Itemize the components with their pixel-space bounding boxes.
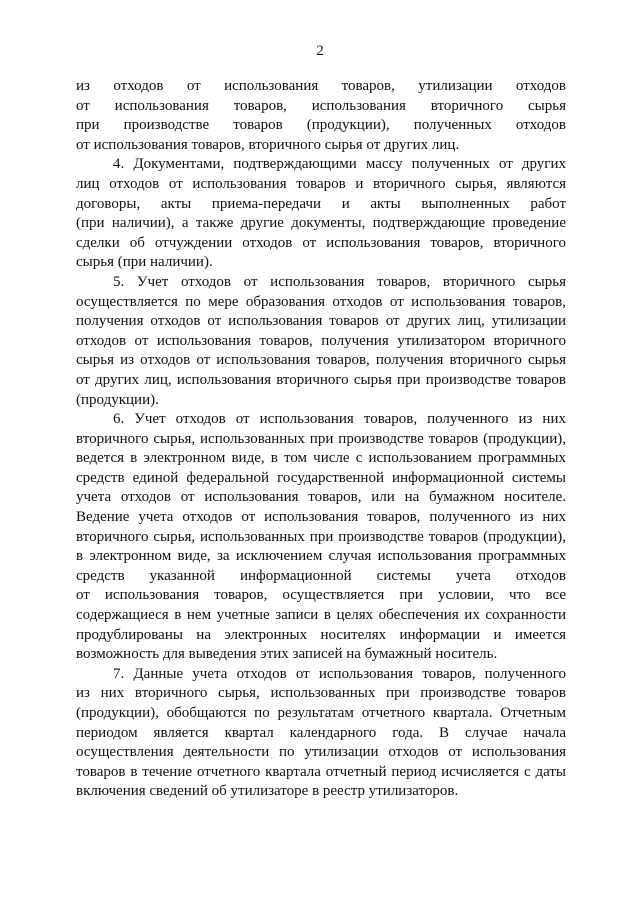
text-line: из них вторичного сырья, использованных при производстве товаров	[76, 685, 566, 702]
text-line: лиц отходов от использования товаров и вторичного сырья, являются	[76, 175, 566, 192]
text-line: 4. Документами, подтверждающими массу полученных от других	[113, 156, 566, 173]
text-line: учета отходов от использования товаров, или на бумажном носителе.	[76, 489, 566, 506]
text-line: от других лиц, использования вторичного сырья при производстве товаров	[76, 371, 566, 388]
text-line: сырья (при наличии).	[76, 254, 213, 271]
text-line: вторичного сырья, использованных при производстве товаров (продукции),	[76, 528, 566, 545]
text-line: 5. Учет отходов от использования товаров, вторичного сырья	[113, 273, 566, 290]
paragraph-7	[76, 665, 566, 802]
paragraph-5	[76, 273, 566, 410]
text-line: осуществления деятельности по утилизации отходов от использования	[76, 744, 566, 761]
text-line: 6. Учет отходов от использования товаров, полученного из них	[113, 411, 566, 428]
text-line: вторичного сырья, использованных при производстве товаров (продукции),	[76, 430, 566, 447]
text-line: (продукции).	[76, 391, 159, 408]
text-line: от использования товаров, осуществляется при условии, что все	[76, 587, 566, 604]
document-body	[76, 77, 566, 802]
text-line: возможность для выведения этих записей на бумажный носитель.	[76, 646, 498, 663]
text-line: (при наличии), а также другие документы, подтверждающие проведение	[76, 215, 566, 232]
paragraph-6	[76, 410, 566, 665]
text-line: ведется в электронном виде, в том числе с использованием программных	[76, 450, 566, 467]
text-line: (продукции), обобщаются по результатам отчетного квартала. Отчетным	[76, 705, 566, 721]
text-line: договоры, акты приема-передачи и акты выполненных работ	[76, 195, 566, 212]
text-line: получения отходов от использования товаров от других лиц, утилизации	[76, 313, 566, 330]
text-line: содержащиеся в нем учетные записи в целях обеспечения их сохранности	[76, 607, 566, 624]
text-line: включения сведений об утилизаторе в реестр утилизаторов.	[76, 783, 459, 800]
text-line: средств указанной информационной системы учета отходов	[76, 567, 566, 584]
paragraph-4	[76, 155, 566, 273]
text-line: от использования товаров, использования вторичного сырья	[76, 97, 566, 114]
text-line: периодом является квартал календарного года. В случае начала	[76, 724, 566, 741]
text-line: сырья из отходов от использования товаров, получения вторичного сырья	[76, 352, 566, 369]
text-line: от использования товаров, вторичного сырья от других лиц.	[76, 136, 460, 153]
text-line: отходов от использования товаров, получения утилизатором вторичного	[76, 332, 566, 349]
text-line: 7. Данные учета отходов от использования товаров, полученного	[113, 665, 566, 682]
text-line: продублированы на электронных носителях информации и имеется	[76, 626, 566, 643]
text-line: сделки об отчуждении отходов от использования товаров, вторичного	[76, 234, 566, 251]
paragraph-continuation	[76, 77, 566, 155]
page-number: 2	[316, 43, 324, 59]
text-line: Ведение учета отходов от использования товаров, полученного из них	[76, 509, 566, 526]
text-line: при производстве товаров (продукции), полученных отходов	[76, 117, 566, 134]
text-line: товаров в течение отчетного квартала отчетный период исчисляется с даты	[76, 763, 566, 780]
text-line: средств единой федеральной государственной информационной системы	[76, 469, 566, 486]
text-line: осуществляется по мере образования отходов от использования товаров,	[76, 293, 566, 310]
text-line: в электронном виде, за исключением случая использования программных	[76, 548, 566, 565]
text-line: из отходов от использования товаров, утилизации отходов	[76, 78, 566, 94]
